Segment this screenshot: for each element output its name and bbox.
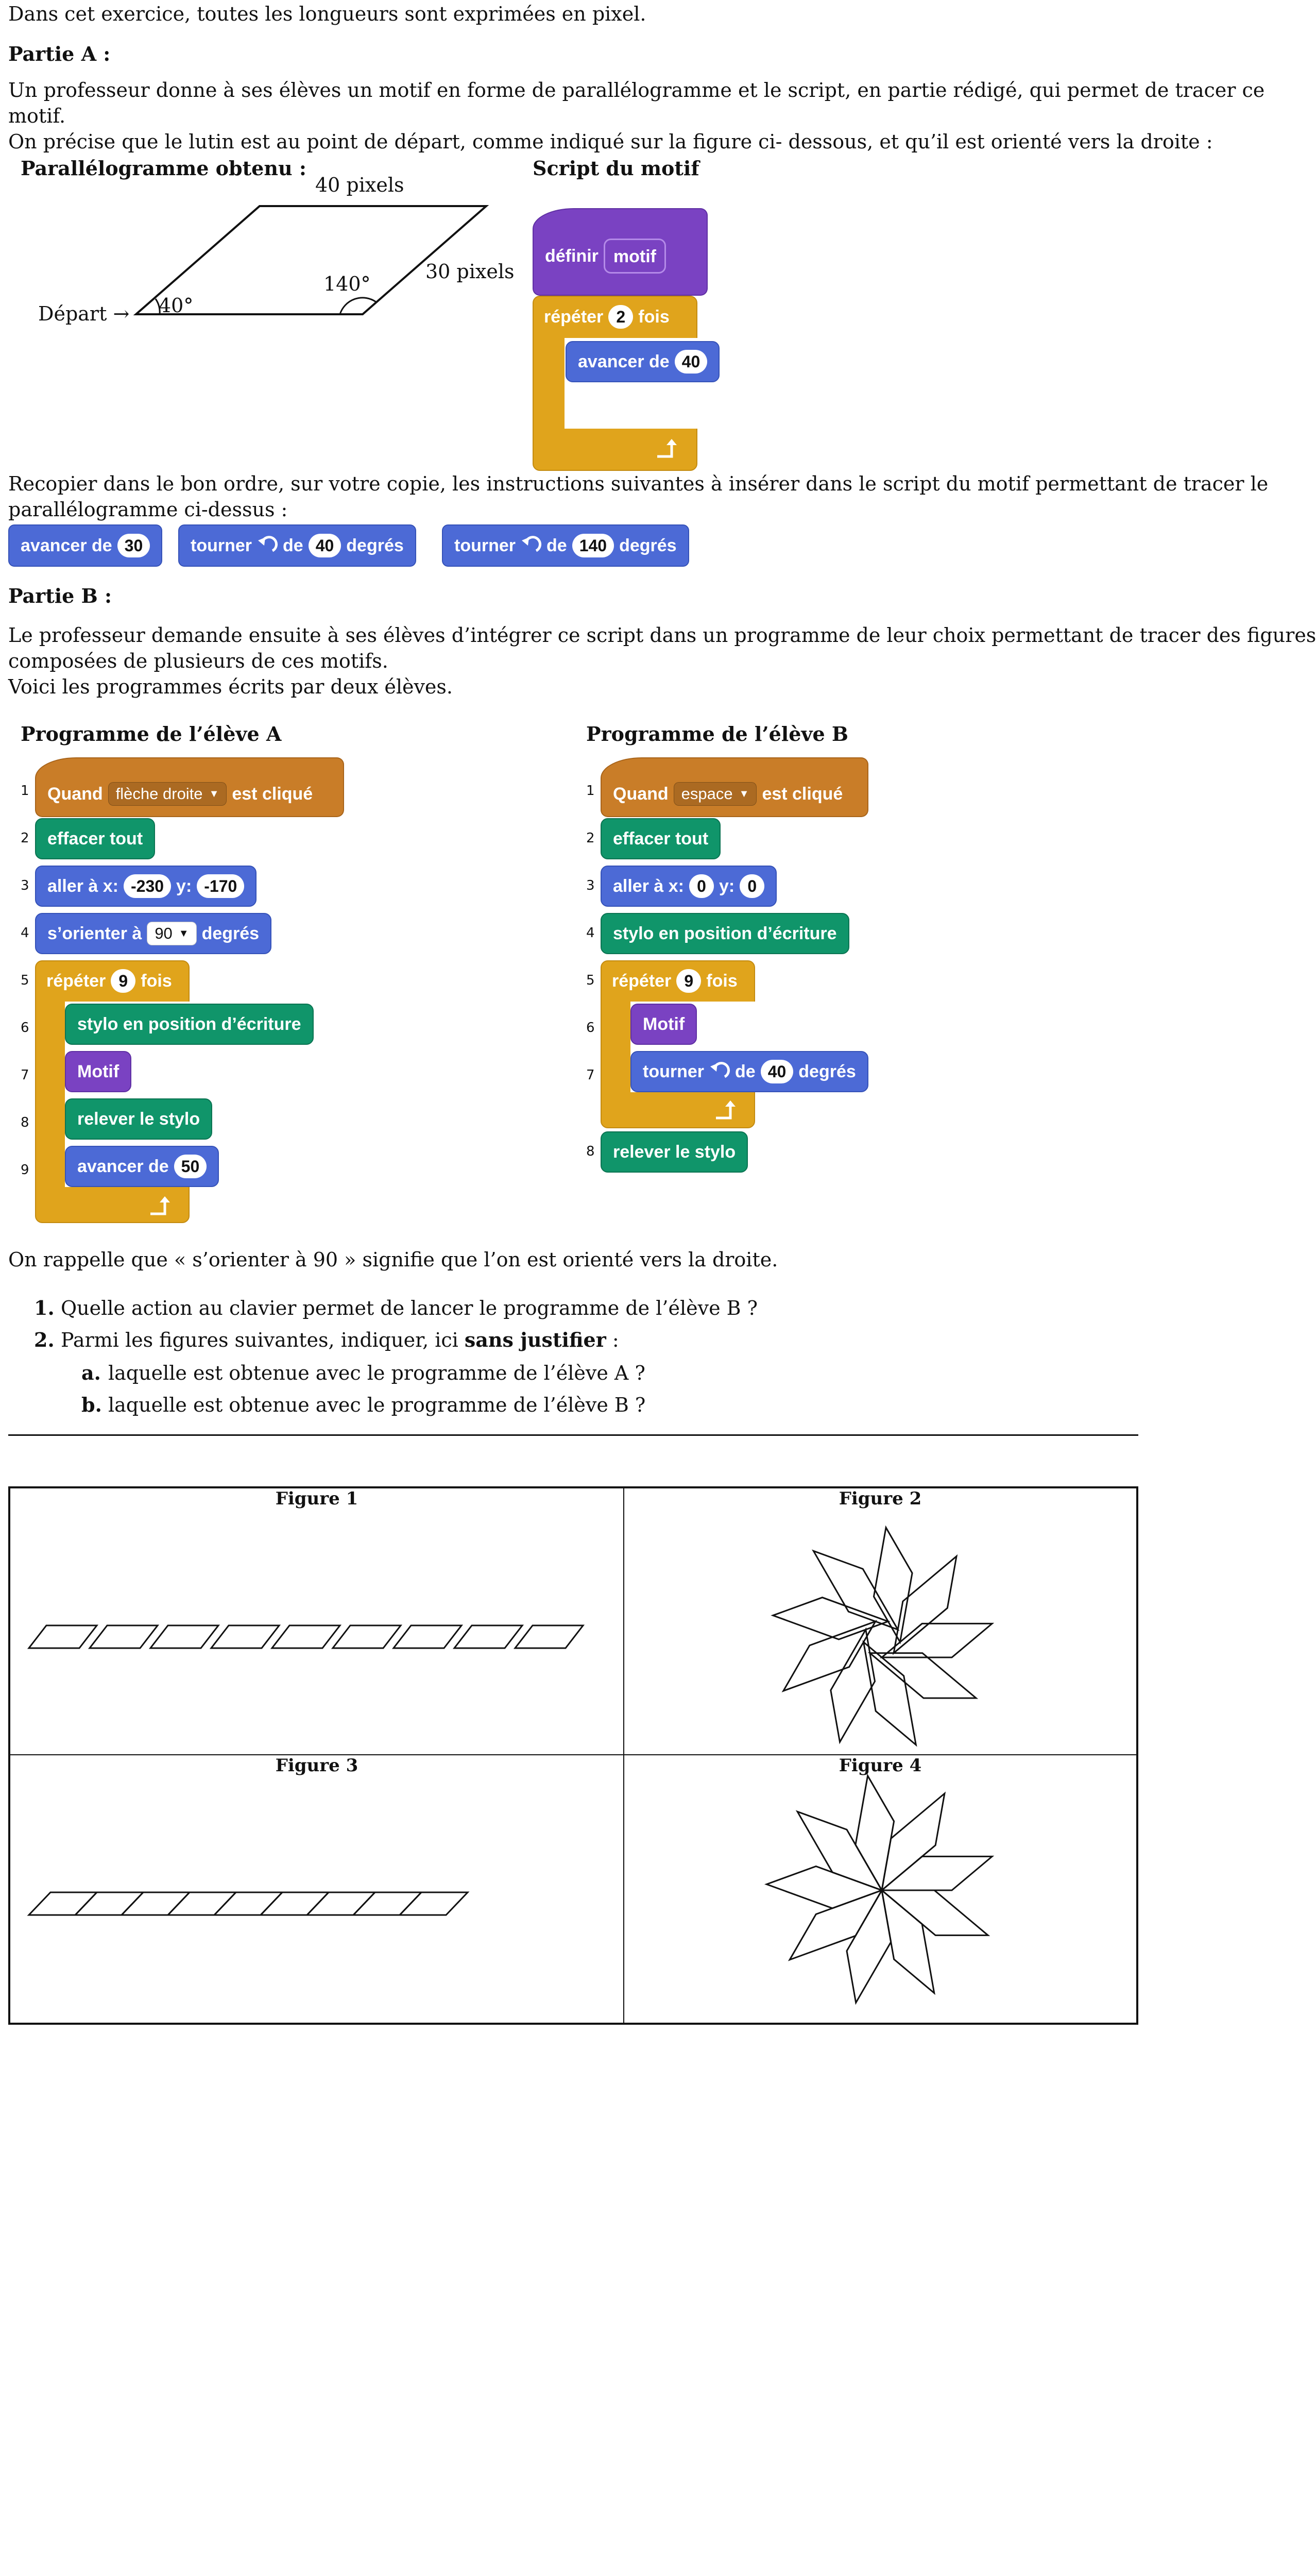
q1-number: 1. [34, 1296, 55, 1319]
progA-repeat-header [35, 961, 183, 1001]
figure-4-drawing [624, 1755, 1137, 2022]
script-title: Script du motif [533, 157, 699, 180]
motif-parallelogram [272, 1625, 340, 1648]
partA-title: Partie A : [8, 42, 111, 65]
figure-3-cell [10, 1755, 624, 2023]
progA-goto-block[interactable] [35, 866, 257, 907]
line-number: 3 [21, 878, 29, 893]
degres-label: degrés [798, 1061, 856, 1081]
goto-label: aller à x: [613, 876, 684, 896]
q1-text: Quelle action au clavier permet de lancer le programme de l’élève B ? [61, 1297, 758, 1319]
instr-degres-label: degrés [619, 535, 677, 555]
line-number: 4 [586, 925, 595, 941]
motif-label: motif [604, 239, 666, 274]
repeat-count[interactable]: 9 [111, 969, 135, 993]
loop-arrow-icon [654, 438, 680, 461]
label-40-pixels: 40 pixels [315, 174, 404, 196]
motif-parallelogram [790, 1890, 882, 1960]
progA-hat-block[interactable] [35, 757, 344, 817]
partA-text1: Un professeur donne à ses élèves un motif en forme de parallélogramme et le script, en partie rédigé, qui permet de tracer ce [8, 79, 1265, 101]
motif-parallelogram [773, 1598, 888, 1639]
progB-pen-down-block[interactable] [601, 913, 849, 954]
motif-parallelogram [882, 1793, 945, 1890]
qb-text: laquelle est obtenue avec le programme de l’élève B ? [108, 1394, 646, 1416]
key-value: espace [681, 785, 733, 803]
line-number: 1 [21, 783, 29, 799]
repeat-header [533, 297, 681, 337]
repeat-label: répéter [544, 307, 604, 327]
line-number: 5 [586, 973, 595, 988]
line-number: 6 [21, 1020, 29, 1036]
parallelogram-drawing [129, 201, 494, 319]
goto-label: aller à x: [47, 876, 118, 896]
line-number: 7 [586, 1067, 595, 1083]
line-number: 1 [586, 783, 595, 799]
qb-number: b. [81, 1393, 102, 1416]
turn-left-icon [521, 535, 541, 556]
figure-2-drawing [624, 1488, 1137, 1754]
orienter-label: s’orienter à [47, 923, 142, 943]
motif-parallelogram [394, 1625, 462, 1648]
progB-hat-block[interactable] [601, 757, 868, 817]
forward-value[interactable]: 50 [174, 1155, 207, 1178]
line-number: 7 [21, 1067, 29, 1083]
recopier-text2: parallélogramme ci-dessus : [8, 498, 288, 521]
partB-title: Partie B : [8, 584, 112, 607]
repeat-label: répéter [46, 971, 106, 991]
partB-text1: Le professeur demande ensuite à ses élèves d’intégrer ce script dans un programme de leur choix permettant de tracer des figures [8, 624, 1316, 647]
partB-text3: Voici les programmes écrits par deux élèves. [8, 675, 453, 698]
progA-motif-block[interactable] [65, 1051, 131, 1092]
figure-3-title: Figure 3 [275, 1755, 358, 1776]
progB-repeat-header [601, 961, 749, 1001]
turn-value[interactable]: 40 [761, 1060, 794, 1083]
motif-call-label: Motif [77, 1061, 119, 1081]
forward-value[interactable]: 40 [675, 350, 708, 374]
direction-dropdown[interactable] [147, 922, 196, 945]
motif-parallelogram [454, 1625, 522, 1648]
key-value: flèche droite [115, 785, 203, 803]
qa-text: laquelle est obtenue avec le programme de l’élève A ? [108, 1362, 645, 1384]
figure-3-drawing [10, 1755, 623, 2022]
turn-label: tourner [643, 1061, 704, 1081]
est-clique-label: est cliqué [232, 784, 313, 804]
q2-post: : [606, 1329, 619, 1351]
instr-tourner-label: tourner [191, 535, 252, 555]
figures-table [8, 1486, 1138, 2025]
instr-avancer-value[interactable]: 30 [117, 534, 150, 557]
repeat-count[interactable]: 2 [608, 305, 633, 329]
progB-motif-block[interactable] [630, 1004, 697, 1045]
line-number: 9 [21, 1162, 29, 1178]
motif-parallelogram [400, 1892, 468, 1915]
q2-bold: sans justifier [464, 1328, 606, 1351]
q2-number: 2. [34, 1328, 55, 1351]
definir-label: définir [545, 246, 599, 266]
instr-tourner-40[interactable] [178, 524, 416, 567]
line-number: 8 [586, 1144, 595, 1159]
quand-label: Quand [613, 784, 669, 804]
forward-label: avancer de [578, 351, 670, 371]
figure-1-title: Figure 1 [275, 1488, 358, 1509]
clear-label: effacer tout [613, 828, 709, 849]
motif-parallelogram [333, 1625, 401, 1648]
turn-left-icon [709, 1061, 730, 1082]
motif-parallelogram [882, 1856, 992, 1890]
motif-parallelogram [211, 1625, 279, 1648]
partA-text1b: motif. [8, 105, 66, 127]
instr-tourner-40-value[interactable]: 40 [309, 534, 341, 557]
fois-label: fois [141, 971, 172, 991]
goto-y-value[interactable]: -170 [197, 874, 244, 898]
turn-left-icon [257, 535, 278, 556]
line-number: 2 [21, 831, 29, 846]
line-number: 3 [586, 878, 595, 893]
dropdown-arrow-icon: ▼ [739, 788, 749, 800]
line-number: 2 [586, 831, 595, 846]
goto-x-value[interactable]: 0 [689, 874, 714, 898]
instr-degres-label: degrés [346, 535, 404, 555]
progA-forward-block[interactable] [65, 1146, 219, 1187]
forward-block[interactable] [566, 341, 720, 382]
progA-point-direction-block[interactable] [35, 913, 271, 954]
label-140-deg: 140° [323, 273, 371, 295]
direction-value: 90 [155, 924, 173, 942]
progB-title: Programme de l’élève B [586, 722, 849, 745]
progA-pen-up-block[interactable] [65, 1098, 212, 1140]
recopier-text1: Recopier dans le bon ordre, sur votre copie, les instructions suivantes à insérer dans le script du motif permettant de tracer le [8, 472, 1269, 495]
fois-label: fois [706, 971, 738, 991]
line-number: 8 [21, 1115, 29, 1130]
est-clique-label: est cliqué [762, 784, 843, 804]
progB-clear-block[interactable] [601, 818, 721, 859]
pen-up-label: relever le stylo [613, 1142, 736, 1162]
define-motif-block[interactable] [533, 208, 708, 296]
line-number: 6 [586, 1020, 595, 1036]
instr-avancer-30[interactable] [8, 524, 162, 567]
motif-parallelogram [29, 1625, 97, 1648]
line-number: 4 [21, 925, 29, 941]
motif-call-label: Motif [643, 1014, 685, 1034]
key-dropdown[interactable] [108, 782, 227, 806]
motif-parallelogram [515, 1625, 583, 1648]
partA-text2: On précise que le lutin est au point de départ, comme indiqué sur la figure ci- dessous, et qu’il est orienté vers la droite : [8, 130, 1213, 153]
fois-label: fois [638, 307, 670, 327]
progB-goto-block[interactable] [601, 866, 777, 907]
motif-parallelogram [766, 1866, 882, 1908]
instr-tourner-140-value[interactable]: 140 [572, 534, 614, 557]
figure-2-cell [624, 1488, 1137, 1755]
progA-pen-down-block[interactable] [65, 1004, 314, 1045]
goto-x-value[interactable]: -230 [124, 874, 171, 898]
separator-line [8, 1434, 1138, 1436]
label-depart: Départ → [38, 302, 130, 325]
motif-parallelogram [882, 1890, 934, 1993]
partB-text2: composées de plusieurs de ces motifs. [8, 650, 388, 672]
pen-down-label: stylo en position d’écriture [77, 1014, 301, 1034]
rappel-text: On rappelle que « s’orienter à 90 » signifie que l’on est orienté vers la droite. [8, 1248, 778, 1271]
progB-pen-up-block[interactable] [601, 1131, 748, 1173]
clear-label: effacer tout [47, 828, 143, 849]
instr-de-label: de [546, 535, 567, 555]
goto-y-value[interactable]: 0 [740, 874, 764, 898]
dropdown-arrow-icon: ▼ [209, 788, 219, 800]
figure-4-cell [624, 1755, 1137, 2023]
motif-parallelogram [856, 1776, 894, 1890]
label-40-deg: 40° [159, 294, 194, 317]
instr-tourner-140[interactable] [442, 524, 689, 567]
motif-parallelogram [90, 1625, 158, 1648]
quand-label: Quand [47, 784, 103, 804]
repeat-label: répéter [612, 971, 672, 991]
intro-text: Dans cet exercice, toutes les longueurs sont exprimées en pixel. [8, 3, 646, 25]
q2-text [61, 1327, 619, 1353]
dropdown-arrow-icon: ▼ [178, 928, 189, 939]
q2-pre: Parmi les figures suivantes, indiquer, ici [61, 1329, 465, 1351]
figure-2-title: Figure 2 [839, 1488, 922, 1509]
figure-4-title: Figure 4 [839, 1755, 922, 1776]
goto-y-label: y: [176, 876, 192, 896]
pen-up-label: relever le stylo [77, 1109, 200, 1129]
loop-arrow-icon [713, 1099, 739, 1122]
figure-1-cell [10, 1488, 624, 1755]
parallelogram-title: Parallélogramme obtenu : [21, 157, 306, 180]
key-dropdown[interactable] [674, 782, 757, 806]
pen-down-label: stylo en position d’écriture [613, 923, 837, 943]
repeat-count[interactable]: 9 [676, 969, 701, 993]
qa-number: a. [81, 1361, 101, 1384]
motif-parallelogram [150, 1625, 218, 1648]
de-label: de [735, 1061, 756, 1081]
line-number: 5 [21, 973, 29, 988]
progB-turn-block[interactable] [630, 1051, 868, 1092]
progA-title: Programme de l’élève A [21, 722, 282, 745]
goto-y-label: y: [719, 876, 735, 896]
figure-1-drawing [10, 1488, 623, 1754]
loop-arrow-icon [147, 1195, 173, 1218]
motif-parallelogram [882, 1890, 988, 1935]
degres-label: degrés [201, 923, 260, 943]
label-30-pixels: 30 pixels [425, 260, 515, 283]
instr-de-label: de [283, 535, 303, 555]
forward-label: avancer de [77, 1156, 169, 1176]
instr-tourner-label: tourner [454, 535, 516, 555]
instr-avancer-label: avancer de [21, 535, 112, 555]
progA-clear-block[interactable] [35, 818, 155, 859]
motif-parallelogram [797, 1811, 882, 1890]
